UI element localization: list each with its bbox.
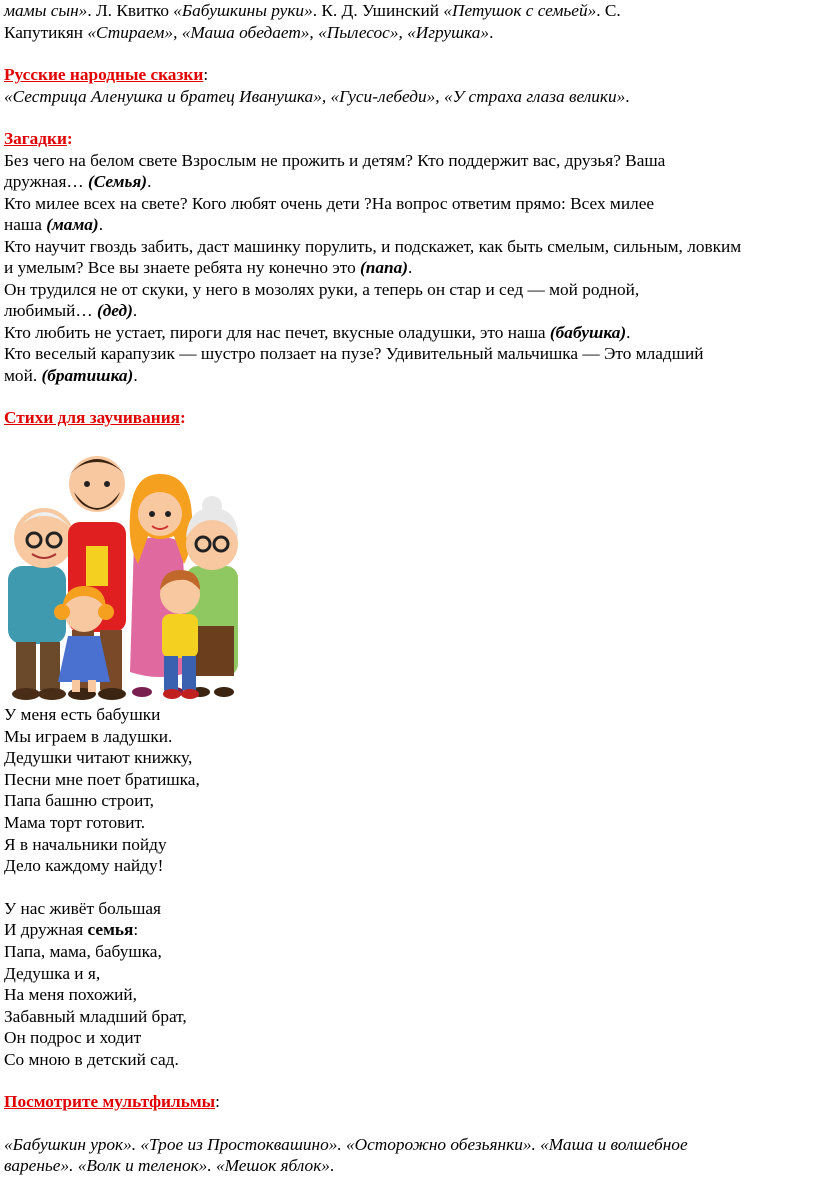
poem-line: У меня есть бабушки: [4, 705, 161, 724]
poem-line: Песни мне поет братишка,: [4, 769, 200, 789]
poem-line: На меня похожий,: [4, 985, 138, 1005]
text: .: [625, 87, 630, 106]
cartoons-heading-line: [4, 1091, 220, 1113]
colon: :: [180, 408, 186, 427]
riddle-6-line-2: [4, 365, 138, 387]
riddle-4-line-2: [4, 300, 137, 322]
poem-keyword: семья: [87, 920, 134, 939]
poem-line: Мы играем в ладушки.: [4, 726, 173, 746]
riddle-text: наша: [4, 215, 47, 234]
riddle-2-line-1: [4, 193, 654, 215]
poem-line: И дружная: [4, 920, 88, 939]
poem-line: Мама торт готовит.: [4, 812, 146, 832]
riddle-text: Кто веселый карапузик — шустро ползает на пузе? Удивительный мальчишка — Это младший: [4, 344, 704, 363]
riddle-text: любимый…: [4, 301, 97, 320]
cartoon-titles: «Бабушкин урок». «Трое из Простоквашино». «Осторожно обезьянки». «Маша и волшебное: [4, 1135, 688, 1154]
cartoons-heading: Посмотрите мультфильмы: [4, 1092, 216, 1111]
text: .: [132, 301, 138, 320]
riddle-text: дружная…: [4, 172, 89, 191]
folk-tales-list: [4, 86, 630, 108]
text: .: [489, 23, 494, 42]
riddle-text: Он трудился не от скуки, у него в мозолях руки, а теперь он стар и сед — мой родной,: [4, 280, 640, 299]
poem-line: У нас живёт большая: [4, 899, 161, 918]
text: :: [133, 920, 139, 939]
text: . Л. Квитко: [87, 1, 174, 20]
book-title: «Бабушкины руки»: [173, 1, 313, 20]
text: .: [133, 366, 138, 385]
poem-line: Дедушка и я,: [4, 963, 101, 983]
folk-tales-heading: Русские народные сказки: [4, 65, 204, 84]
riddle-answer: (папа): [360, 258, 409, 277]
cartoons-line-1: [4, 1134, 688, 1156]
text: .: [408, 258, 413, 277]
poem-line: Папа башню строит,: [4, 791, 154, 811]
folk-tale-titles: «Сестрица Аленушка и братец Иванушка», «Гуси-лебеди», «У страха глаза велики»: [4, 87, 626, 106]
poems-heading: Стихи для заучивания: [4, 408, 181, 427]
text: .: [147, 172, 152, 191]
colon: :: [203, 65, 209, 84]
intro-line-1: [4, 0, 621, 22]
riddle-answer: (мама): [46, 215, 99, 234]
colon: :: [215, 1092, 220, 1111]
book-title: «Петушок с семьей»: [443, 1, 597, 20]
riddle-text: Кто научит гвоздь забить, даст машинку порулить, и подскажет, как быть смелым, сильным, ловким: [4, 237, 742, 256]
book-titles: «Стираем», «Маша обедает», «Пылесос», «Игрушка»: [87, 23, 490, 42]
poem-line: Со мною в детский сад.: [4, 1049, 179, 1069]
poem-2-rest: [4, 941, 187, 1071]
intro-line-2: [4, 22, 493, 44]
folk-tales-heading-line: [4, 64, 208, 86]
riddle-answer: (братишка): [41, 366, 134, 385]
book-title: мамы сын»: [4, 1, 88, 20]
text: .: [329, 1156, 335, 1175]
text: . С.: [596, 1, 621, 20]
poem-1: [4, 704, 200, 877]
riddle-answer: (бабушка): [549, 323, 627, 342]
colon: :: [66, 129, 73, 148]
riddle-6-line-1: [4, 343, 704, 365]
poem-line: Дедушки читают книжку,: [4, 748, 193, 768]
riddle-1-line-2: [4, 171, 151, 193]
text: .: [626, 323, 631, 342]
riddle-text: Без чего на белом свете Взрослым не прожить и детям? Кто поддержит вас, друзья? Ваша: [4, 151, 666, 170]
riddle-1-line-1: [4, 150, 665, 172]
riddles-heading: Загадки: [4, 129, 67, 148]
riddle-answer: (Семья): [88, 172, 148, 191]
riddle-4-line-1: [4, 279, 639, 301]
poem-2-line-2: [4, 919, 138, 941]
riddle-5-line-1: [4, 322, 630, 344]
poem-line: Дело каждому найду!: [4, 856, 164, 876]
riddle-3-line-1: [4, 236, 741, 258]
text: . К. Д. Ушинский: [312, 1, 444, 20]
poem-line: Я в начальники пойду: [4, 834, 167, 854]
poem-line: Папа, мама, бабушка,: [4, 942, 162, 961]
riddle-text: и умелым? Все вы знаете ребята ну конечно это: [4, 258, 361, 277]
poems-heading-line: [4, 407, 186, 429]
riddle-text: Кто милее всех на свете? Кого любят очень дети ?На вопрос ответим прямо: Всех милее: [4, 194, 655, 213]
riddle-answer: (дед): [96, 301, 133, 320]
riddle-text: Кто любить не устает, пироги для нас печет, вкусные оладушки, это наша: [4, 323, 550, 342]
text: .: [98, 215, 104, 234]
boy-figure: [160, 570, 200, 699]
poem-2-line-1: [4, 898, 161, 920]
cartoons-line-2: [4, 1155, 334, 1177]
text: Капутикян: [4, 23, 88, 42]
family-illustration: [2, 446, 240, 704]
riddles-heading-line: [4, 128, 73, 150]
riddle-3-line-2: [4, 257, 412, 279]
riddle-2-line-2: [4, 214, 103, 236]
poem-line: Он подрос и ходит: [4, 1028, 142, 1048]
riddle-text: мой.: [4, 366, 42, 385]
poem-line: Забавный младший брат,: [4, 1006, 187, 1026]
cartoon-titles: варенье». «Волк и теленок». «Мешок яблок»: [4, 1156, 330, 1175]
